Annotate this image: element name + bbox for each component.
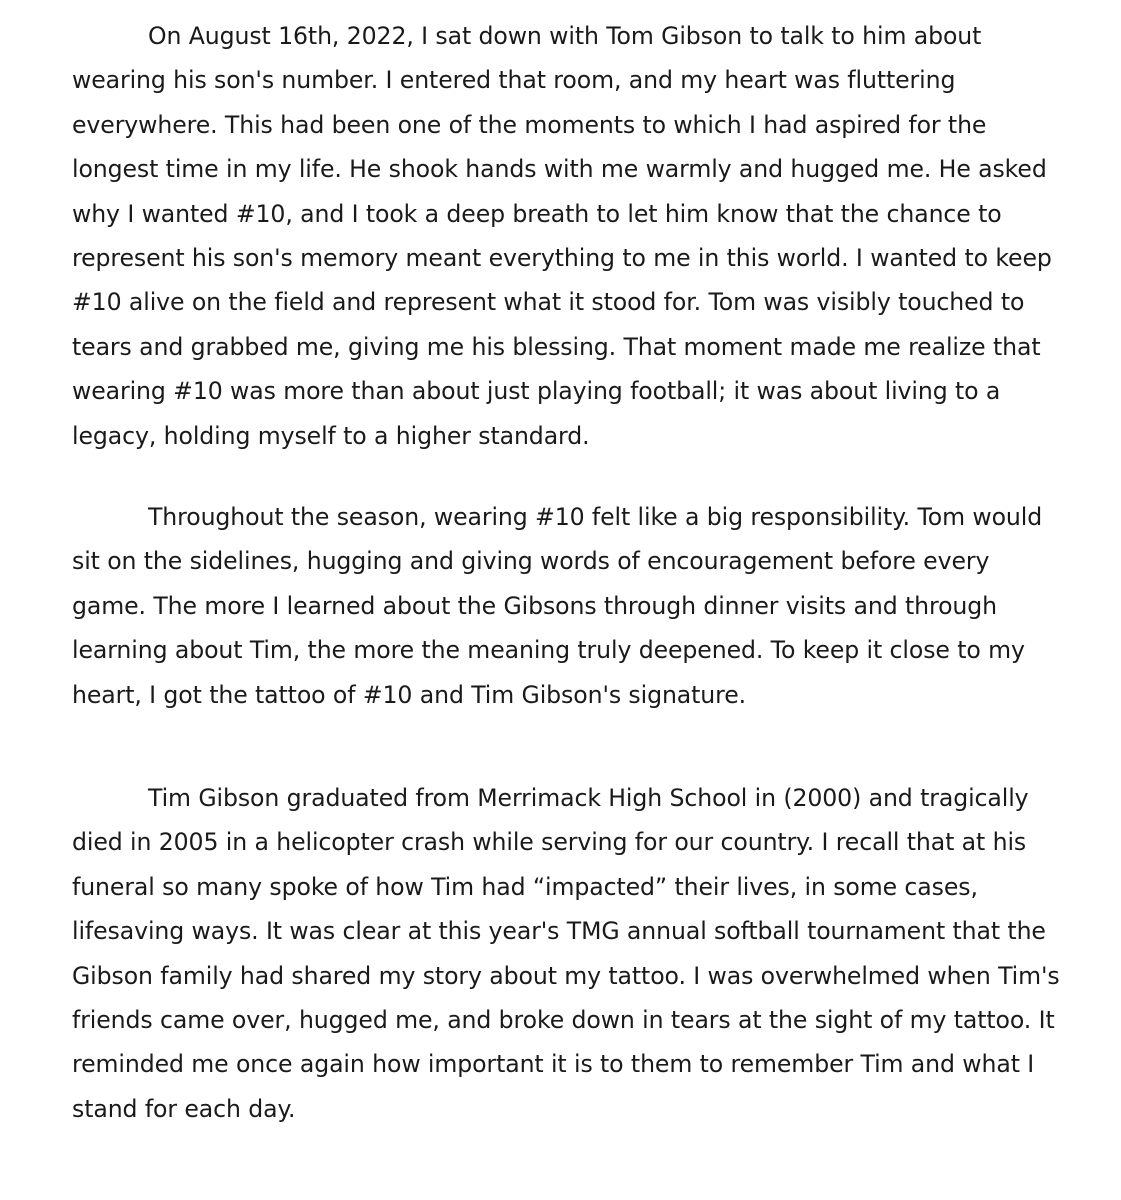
paragraph-signing-meeting: On August 16th, 2022, I sat down with Tom Gibson to talk to him about wearing his son's number. I entered that room, and my heart was fluttering everywhere. This had been one of the moments to which I had aspired for the longest time in my life. He shook hands with me warmly and hugged me. He asked why I wanted #10, and I took a deep breath to let him know that the chance to represent his son's memory meant everything to me in this world. I wanted to keep #10 alive on the field and represent what it stood for. Tom was visibly touched to tears and grabbed me, giving me his blessing. That moment made me realize that wearing #10 was more than about just playing football; it was about living to a legacy, holding myself to a higher standard. (72, 22, 1052, 450)
paragraph-tim-gibson-memorial: Tim Gibson graduated from Merrimack High School in (2000) and tragically died in 2005 in a helicopter crash while serving for our country. I recall that at his funeral so many spoke of how Tim had “impacted” their lives, in some cases, lifesaving ways. It was clear at this year's TMG annual softball tournament that the Gibson family had shared my story about my tattoo. I was overwhelmed when Tim's friends came over, hugged me, and broke down in tears at the sight of my tattoo. It reminded me once again how important it is to them to remember Tim and what I stand for each day. (72, 784, 1060, 1123)
paragraph-season-responsibility: Throughout the season, wearing #10 felt like a big responsibility. Tom would sit on the sidelines, hugging and giving words of encouragement before every game. The more I learned about the Gibsons through dinner visits and through learning about Tim, the more the meaning truly deepened. To keep it close to my heart, I got the tattoo of #10 and Tim Gibson's signature. (72, 503, 1043, 709)
